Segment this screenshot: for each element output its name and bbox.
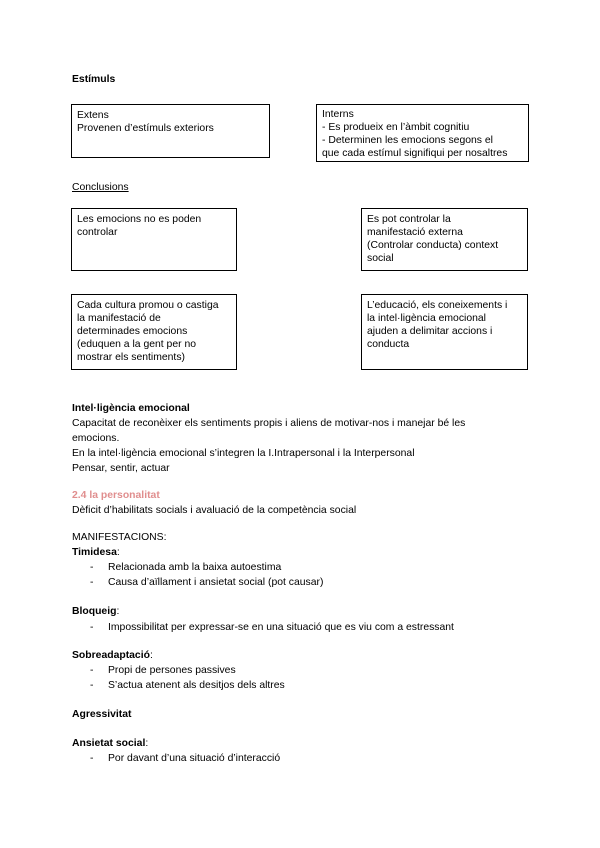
conclusion-box-4 — [361, 294, 528, 370]
conclusion-2-line-1: Es pot controlar la — [367, 214, 451, 225]
extens-box — [71, 104, 270, 158]
agressivitat-label: Agressivitat — [72, 709, 132, 720]
manifestacions-heading: MANIFESTACIONS: — [72, 532, 167, 543]
conclusion-3-line-3: determinades emocions — [77, 326, 188, 337]
bullet-dash: - — [90, 753, 94, 764]
conclusion-box-2 — [361, 208, 528, 271]
conclusion-box-1 — [71, 208, 237, 271]
intel-line-1: Capacitat de reconèixer els sentiments propis i aliens de motivar-nos i manejar bé les — [72, 418, 466, 429]
conclusion-2-line-3: (Controlar conducta) context — [367, 240, 499, 251]
conclusion-4-line-1: L’educació, els coneixements i — [367, 300, 508, 311]
interns-box — [316, 104, 529, 162]
conclusion-3-line-4: (eduquen a la gent per no — [77, 339, 197, 350]
bloqueig-item-1: Impossibilitat per expressar-se en una situació que es viu com a estressant — [108, 622, 454, 633]
conclusions-heading: Conclusions — [72, 182, 129, 193]
intel-line-4: Pensar, sentir, actuar — [72, 463, 170, 474]
timidesa-item-2: Causa d’aïllament i ansietat social (pot causar) — [108, 577, 324, 588]
conclusion-3-line-1: Cada cultura promou o castiga — [77, 300, 219, 311]
intel-section — [72, 401, 465, 476]
bloqueig-colon: : — [116, 606, 120, 617]
personalitat-subtitle: Dèficit d’habilitats socials i avaluació de la competència social — [72, 505, 357, 516]
conclusion-1-line-2: controlar — [77, 227, 118, 238]
interns-line-2: - Determinen les emocions segons el — [322, 135, 493, 146]
sobreadaptacio-item-2: S’actua atenent als desitjos dels altres — [108, 680, 285, 691]
sobreadaptacio-item-1: Propi de persones passives — [108, 665, 236, 676]
timidesa-item-1: Relacionada amb la baixa autoestima — [108, 562, 282, 573]
personalitat-heading: 2.4 la personalitat — [72, 490, 160, 501]
sobreadaptacio-label — [72, 649, 153, 662]
conclusion-3-line-5: mostrar els sentiments) — [77, 352, 185, 363]
extens-title: Extens — [77, 110, 109, 121]
timidesa-colon: : — [116, 547, 120, 558]
intel-line-3: En la intel·ligència emocional s’integren la I.Intrapersonal i la Interpersonal — [72, 448, 415, 459]
sobreadaptacio-colon: : — [149, 650, 153, 661]
interns-title: Interns — [322, 109, 354, 120]
bullet-dash: - — [90, 562, 94, 573]
bloqueig-label — [72, 605, 119, 618]
conclusion-box-3 — [71, 294, 237, 370]
bullet-dash: - — [90, 622, 94, 633]
conclusion-2-line-2: manifestació externa — [367, 227, 463, 238]
conclusion-4-line-4: conducta — [367, 339, 410, 350]
conclusion-4-line-2: la intel·ligència emocional — [367, 313, 486, 324]
ansietat-item-1: Por davant d’una situació d’interacció — [108, 753, 281, 764]
bullet-dash: - — [90, 680, 94, 691]
conclusion-1-line-1: Les emocions no es poden — [77, 214, 202, 225]
ansietat-colon: : — [145, 738, 149, 749]
intel-heading: Intel·ligència emocional — [72, 403, 190, 414]
conclusion-3-line-2: la manifestació de — [77, 313, 161, 324]
personalitat-section — [72, 488, 356, 518]
bullet-dash: - — [90, 665, 94, 676]
bloqueig-label-text: Bloqueig — [72, 606, 117, 617]
conclusion-4-line-3: ajuden a delimitar accions i — [367, 326, 493, 337]
timidesa-label — [72, 546, 120, 559]
sobreadaptacio-label-text: Sobreadaptació — [72, 650, 150, 661]
conclusion-2-line-4: social — [367, 253, 394, 264]
interns-line-1: - Es produeix en l’àmbit cognitiu — [322, 122, 470, 133]
ansietat-label-text: Ansietat social — [72, 738, 146, 749]
ansietat-label — [72, 737, 148, 750]
bullet-dash: - — [90, 577, 94, 588]
estimuls-heading: Estímuls — [72, 74, 116, 85]
timidesa-label-text: Timidesa — [72, 547, 117, 558]
intel-line-2: emocions. — [72, 433, 120, 444]
extens-desc: Provenen d’estímuls exteriors — [77, 123, 214, 134]
interns-line-3: que cada estímul signifiqui per nosaltres — [322, 148, 508, 159]
